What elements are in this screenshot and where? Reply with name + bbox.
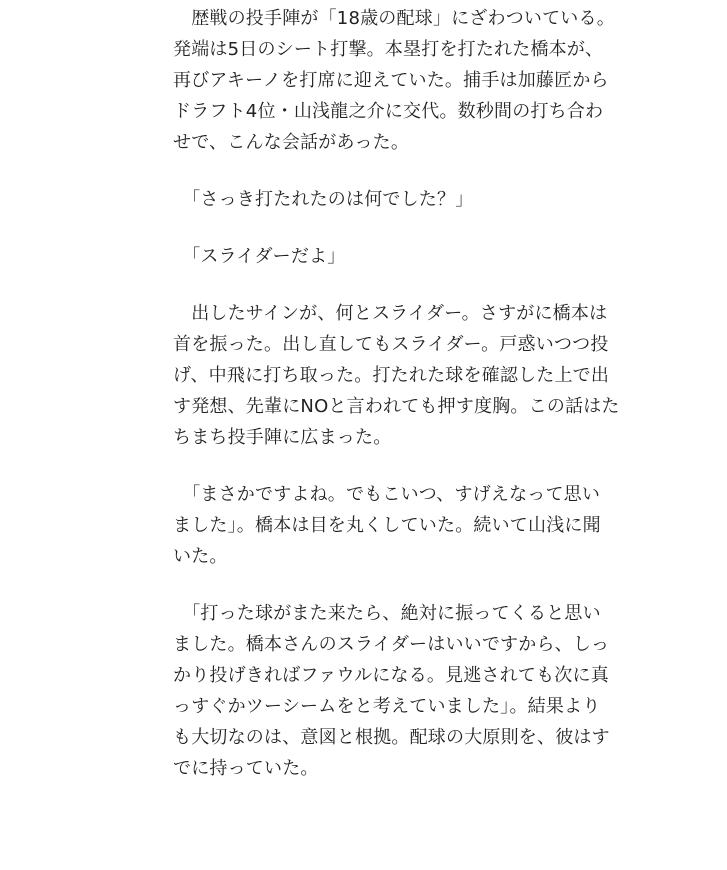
text-line: ドラフト4位・山浅龍之介に交代。数秒間の打ち合わ bbox=[173, 101, 604, 122]
text-line: 「まさかですよね。でもこいつ、すげえなって思い bbox=[173, 484, 601, 505]
text-line: ました」。橋本は目を丸くしていた。続いて山浅に聞 bbox=[173, 515, 601, 536]
text-line: 「スライダーだよ」 bbox=[173, 246, 346, 267]
text-line: げ、中飛に打ち取った。打たれた球を確認した上で出 bbox=[173, 365, 610, 386]
text-line: す発想、先輩にNOと言われても押す度胸。この話はた bbox=[173, 396, 620, 417]
text-line: せで、こんな会話があった。 bbox=[173, 132, 410, 153]
text-line: 再びアキーノを打席に迎えていた。捕手は加藤匠から bbox=[173, 70, 609, 91]
text-line: ました。橋本さんのスライダーはいいですから、しっ bbox=[173, 634, 610, 655]
article-body bbox=[173, 3, 620, 810]
paragraph bbox=[173, 298, 620, 453]
text-line: 「さっき打たれたのは何でした？」 bbox=[173, 189, 474, 210]
text-line: かり投げきればファウルになる。見逃されても次に真 bbox=[173, 665, 609, 686]
quote-paragraph bbox=[173, 479, 613, 572]
text-line: も大切なのは、意図と根拠。配球の大原則を、彼はす bbox=[173, 727, 610, 748]
text-line: いた。 bbox=[173, 546, 228, 567]
text-line: ちまち投手陣に広まった。 bbox=[173, 427, 392, 448]
text-line: 「打った球がまた来たら、絶対に振ってくると思い bbox=[173, 603, 601, 624]
quote-paragraph bbox=[173, 241, 613, 272]
text-line: 歴戦の投手陣が「18歳の配球」にざわついている。 bbox=[173, 8, 615, 29]
text-line: 首を振った。出し直してもスライダー。戸惑いつつ投 bbox=[173, 334, 609, 355]
text-line: 出したサインが、何とスライダー。さすがに橋本は bbox=[173, 303, 608, 324]
quote-paragraph bbox=[173, 184, 613, 215]
text-line: っすぐかツーシームをと考えていました」。結果より bbox=[173, 696, 601, 717]
paragraph bbox=[173, 3, 613, 158]
quote-paragraph bbox=[173, 598, 613, 784]
text-line: でに持っていた。 bbox=[173, 758, 319, 779]
text-line: 発端は5日のシート打撃。本塁打を打たれた橋本が、 bbox=[173, 39, 604, 60]
